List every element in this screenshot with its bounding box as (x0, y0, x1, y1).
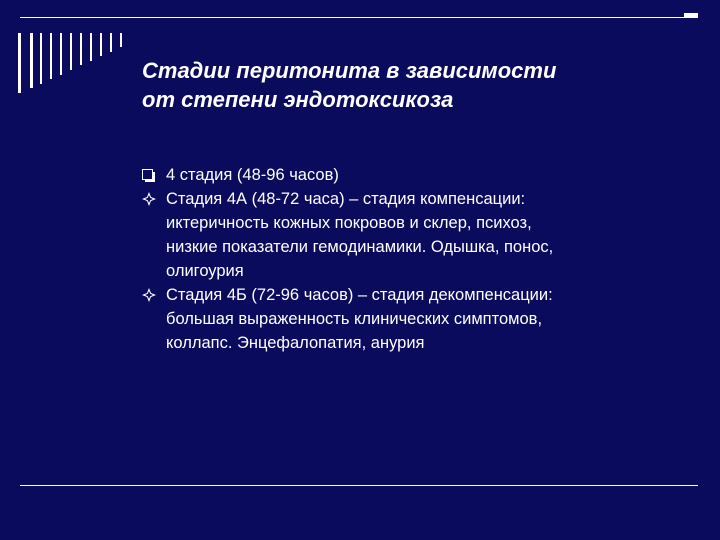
list-item (142, 187, 702, 283)
decorative-bar (110, 33, 112, 52)
diamond-bullet-icon (142, 192, 156, 206)
decorative-bar (120, 33, 122, 47)
item-line: Стадия 4Б (72-96 часов) – стадия декомпенсации: (166, 286, 553, 304)
top-divider-end-block (684, 13, 698, 17)
decorative-bar (90, 33, 92, 61)
title-line-2: от степени эндотоксикоза (142, 87, 454, 112)
diamond-bullet-icon (142, 288, 156, 302)
item-line: большая выраженность клинических симптомов, (166, 310, 543, 328)
list-item (142, 163, 702, 187)
decorative-bar (80, 33, 82, 65)
item-line: коллапс. Энцефалопатия, анурия (166, 334, 425, 352)
bottom-divider (20, 485, 698, 486)
decorative-bar (100, 33, 102, 56)
item-line: низкие показатели гемодинамики. Одышка, понос, (166, 238, 554, 256)
decorative-bar (18, 33, 21, 93)
bullet-list (142, 163, 702, 355)
title-line-1: Стадии перитонита в зависимости (142, 58, 557, 83)
decorative-bar (60, 33, 62, 75)
slide-title (142, 56, 702, 114)
item-line: Стадия 4А (48-72 часа) – стадия компенсации: (166, 190, 526, 208)
square-bullet-icon (142, 168, 156, 182)
decorative-bar (30, 33, 33, 88)
decorative-bar (70, 33, 72, 70)
item-line: 4 стадия (48-96 часов) (166, 166, 339, 184)
decorative-bar (50, 33, 52, 79)
top-divider (20, 17, 698, 18)
item-line: иктеричность кожных покровов и склер, психоз, (166, 214, 532, 232)
item-line: олигоурия (166, 262, 244, 280)
list-item (142, 283, 702, 355)
decorative-bar (40, 33, 42, 84)
decorative-bars (18, 33, 128, 93)
